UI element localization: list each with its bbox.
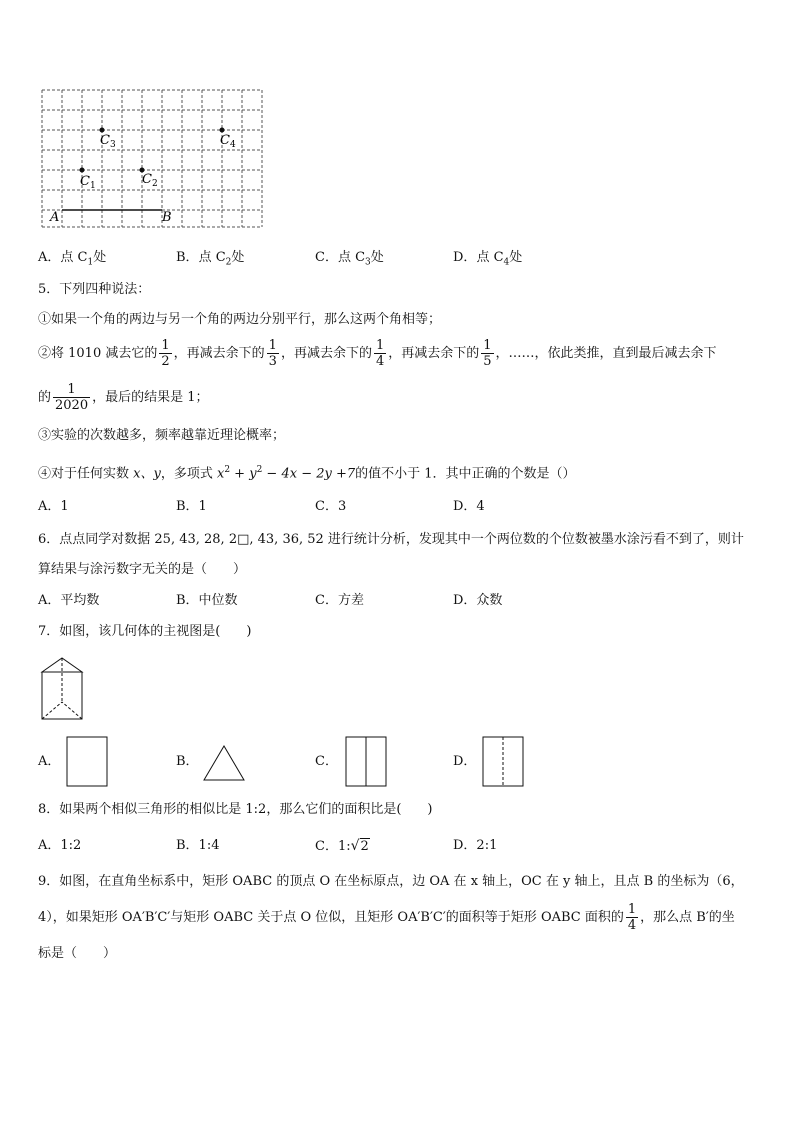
prism-figure <box>40 656 86 722</box>
label-c3: $C_3$ <box>100 133 116 150</box>
fraction-1-4: $\frac{1}{4}$ <box>375 338 385 369</box>
q5-option-d[interactable]: D．4 <box>453 499 485 514</box>
q8-stem: 8．如果两个相似三角形的相似比是 1:2，那么它们的面积比是( ) <box>38 802 433 817</box>
q7-option-d-figure[interactable] <box>482 736 526 788</box>
q4-option-b[interactable]: B．点 $C_2$处 <box>176 250 245 268</box>
q5-statement-3: ③实验的次数越多，频率越靠近理论概率； <box>38 428 286 443</box>
q8-option-b[interactable]: B．1:4 <box>176 838 220 853</box>
q4-option-a[interactable]: A．点 $C_1$处 <box>38 250 107 268</box>
q6-option-c[interactable]: C．方差 <box>315 593 364 608</box>
q7-option-d-label[interactable]: D． <box>453 754 477 769</box>
q8-option-c[interactable]: C．1:√2 <box>315 838 369 854</box>
q6-option-a[interactable]: A．平均数 <box>38 593 100 608</box>
q8-option-a[interactable]: A．1:2 <box>38 838 82 853</box>
label-c4: $C_4$ <box>220 133 236 150</box>
point-c1 <box>80 168 85 173</box>
q7-option-c-figure[interactable] <box>345 736 389 788</box>
grid-figure <box>38 86 268 231</box>
q5-statement-2: ②将 1010 减去它的 $\frac{1}{2}$ ，再减去余下的 $\frac{1}{3}$ ，再减去余下的 $\frac{1}{4}$ ，再减去余下的 $\frac{1}{5}$ ，……，依此类推，直到最后减去余下 <box>38 338 717 369</box>
q6-stem-line1: 6．点点同学对数据 25, 43, 28, 2□, 43, 36, 52 进行统计分析，发现其中一个两位数的个位数被墨水涂污看不到了，则计 <box>38 532 744 547</box>
point-c4 <box>220 128 225 133</box>
fraction-1-4: $\frac{1}{4}$ <box>627 902 637 933</box>
q9-stem-line2: 4），如果矩形 OA′B′C′与矩形 OABC 关于点 O 位似，且矩形 OA′B′C′的面积等于矩形 OABC 面积的 $\frac{1}{4}$ ，那么点 B′的坐 <box>38 902 735 933</box>
fraction-1-3: $\frac{1}{3}$ <box>268 338 277 369</box>
q6-option-b[interactable]: B．中位数 <box>176 593 238 608</box>
q7-option-a-figure[interactable] <box>66 736 110 788</box>
fraction-1-2: $\frac{1}{2}$ <box>161 338 170 369</box>
q8-option-d[interactable]: D．2:1 <box>453 838 498 853</box>
q5-stem: 5．下列四种说法： <box>38 282 151 297</box>
q9-stem-line1: 9．如图，在直角坐标系中，矩形 OABC 的顶点 O 在坐标原点，边 OA 在 x 轴上，OC 在 y 轴上，且点 B 的坐标为（6， <box>38 874 744 889</box>
q7-option-c-label[interactable]: C． <box>315 754 338 769</box>
fraction-1-5: $\frac{1}{5}$ <box>483 338 492 369</box>
q5-option-c[interactable]: C．3 <box>315 499 347 514</box>
q6-option-d[interactable]: D．众数 <box>453 593 503 608</box>
q5-statement-1: ①如果一个角的两边与另一个角的两边分别平行，那么这两个角相等； <box>38 312 442 327</box>
label-a: A <box>50 210 60 225</box>
q7-option-b-label[interactable]: B． <box>176 754 199 769</box>
label-c2: $C_2$ <box>142 172 158 189</box>
fraction-1-2020: $\frac{1}{2020}$ <box>55 382 89 413</box>
q5-statement-4: ④对于任何实数 x、y，多项式 $x^2 + y^2 - 4x - 2y +7$的值不小于 1．其中正确的个数是（） <box>38 465 576 482</box>
q7-option-a-label[interactable]: A． <box>38 754 61 769</box>
q4-option-d[interactable]: D．点 $C_4$处 <box>453 250 523 268</box>
q4-option-c[interactable]: C．点 $C_3$处 <box>315 250 384 268</box>
q7-stem: 7．如图，该几何体的主视图是( ) <box>38 624 252 639</box>
q5-option-b[interactable]: B．1 <box>176 499 207 514</box>
q7-option-b-figure[interactable] <box>202 744 246 782</box>
q6-stem-line2: 算结果与涂污数字无关的是（ ） <box>38 562 247 577</box>
q5-option-a[interactable]: A．1 <box>38 499 69 514</box>
point-c3 <box>100 128 105 133</box>
q5-statement-2-cont: 的 $\frac{1}{2020}$ ，最后的结果是 1； <box>38 382 209 413</box>
label-c1: $C_1$ <box>80 174 96 191</box>
label-b: B <box>162 210 172 225</box>
q9-stem-line3: 标是（ ） <box>38 946 117 961</box>
